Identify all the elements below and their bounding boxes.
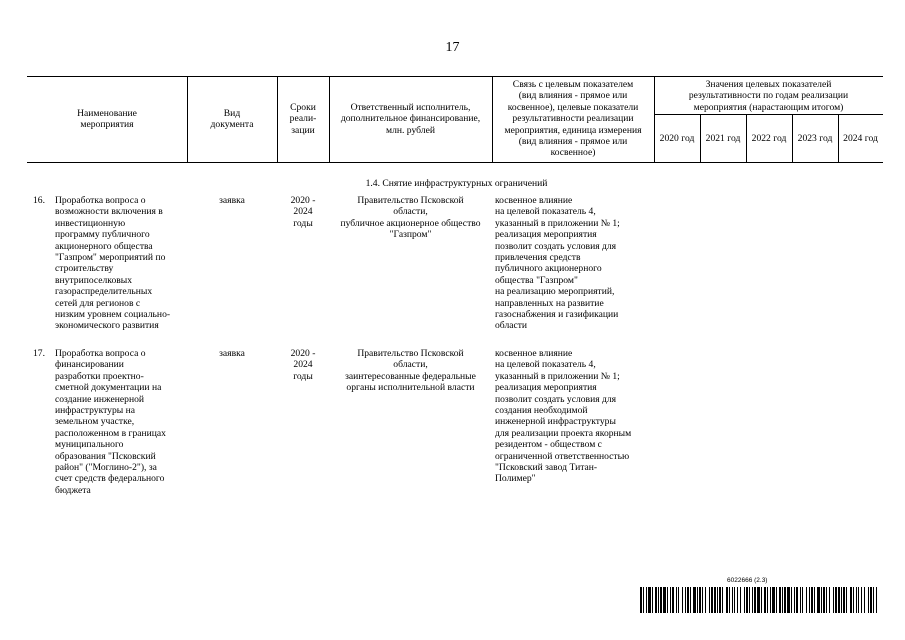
row-doc-type: заявка [219, 195, 245, 206]
row-responsible: Правительство Псковской области, заинтересованные федеральные органы исполнительной власти [345, 348, 476, 394]
barcode-label: 6022666 (2.3) [727, 577, 768, 584]
header-year: 2020 год [659, 133, 695, 144]
row-terms: 2020 - 2024 годы [290, 195, 316, 229]
row-number: 17. [33, 348, 45, 359]
row-name: Проработка вопроса о финансировании разработки проектно- сметной документации на создание инженерной инфраструктуры на земельном участке, расположенном в границах муниципального образования "Псковский район" ("Моглино-2"), за счет средств федерального бюджета [55, 348, 166, 496]
header-year: 2024 год [843, 133, 878, 144]
header-target-values: Значения целевых показателей результативности по годам реализации мероприятия (нарастающим итогом) [688, 79, 849, 113]
header-doc-type: Вид документа [210, 108, 254, 131]
page-number: 17 [445, 40, 460, 55]
barcode-image [640, 587, 880, 613]
row-name: Проработка вопроса о возможности включения в инвестиционную программу публичного акционерного общества "Газпром" мероприятий по строительству внутрипоселковых газораспределительных сетей для регионов с низким уровнем социально- экономического развития [55, 195, 171, 332]
row-doc-type: заявка [219, 348, 245, 359]
row-indicator: косвенное влияние на целевой показатель 4, указанный в приложении № 1; реализация мероприятия позволит создать условия для создания необходимой инженерной инфраструктуры для реализации проекта якорным резидентом - обществом с ограниченной ответственностью "Псковский завод Титан- Полимер" [495, 348, 632, 485]
row-responsible: Правительство Псковской области, публичное акционерное общество "Газпром" [340, 195, 481, 241]
row-terms: 2020 - 2024 годы [290, 348, 316, 382]
header-years-rule [654, 114, 883, 115]
row-indicator: косвенное влияние на целевой показатель 4, указанный в приложении № 1; реализация мероприятия позволит создать условия для привлечения средств публичного акционерного общества "Газпром" на реализацию мероприятий, направленных на развитие газоснабжения и газификации области [495, 195, 620, 332]
header-year: 2023 год [797, 133, 833, 144]
section-title: 1.4. Снятие инфраструктурных ограничений [365, 178, 548, 189]
row-number: 16. [33, 195, 45, 206]
header-indicator-link: Связь с целевым показателем (вид влияния - прямое или косвенное), целевые показатели результативности реализации мероприятия, единица измерения (вид влияния - прямое или косвенное) [504, 79, 642, 159]
header-terms: Сроки реали- зации [289, 102, 317, 136]
header-top-rule [27, 76, 883, 77]
header-bottom-rule [27, 162, 883, 163]
header-year: 2021 год [705, 133, 741, 144]
header-year: 2022 год [751, 133, 787, 144]
header-responsible: Ответственный исполнитель, дополнительное финансирование, млн. рублей [340, 102, 481, 136]
header-name: Наименование мероприятия [77, 108, 137, 131]
